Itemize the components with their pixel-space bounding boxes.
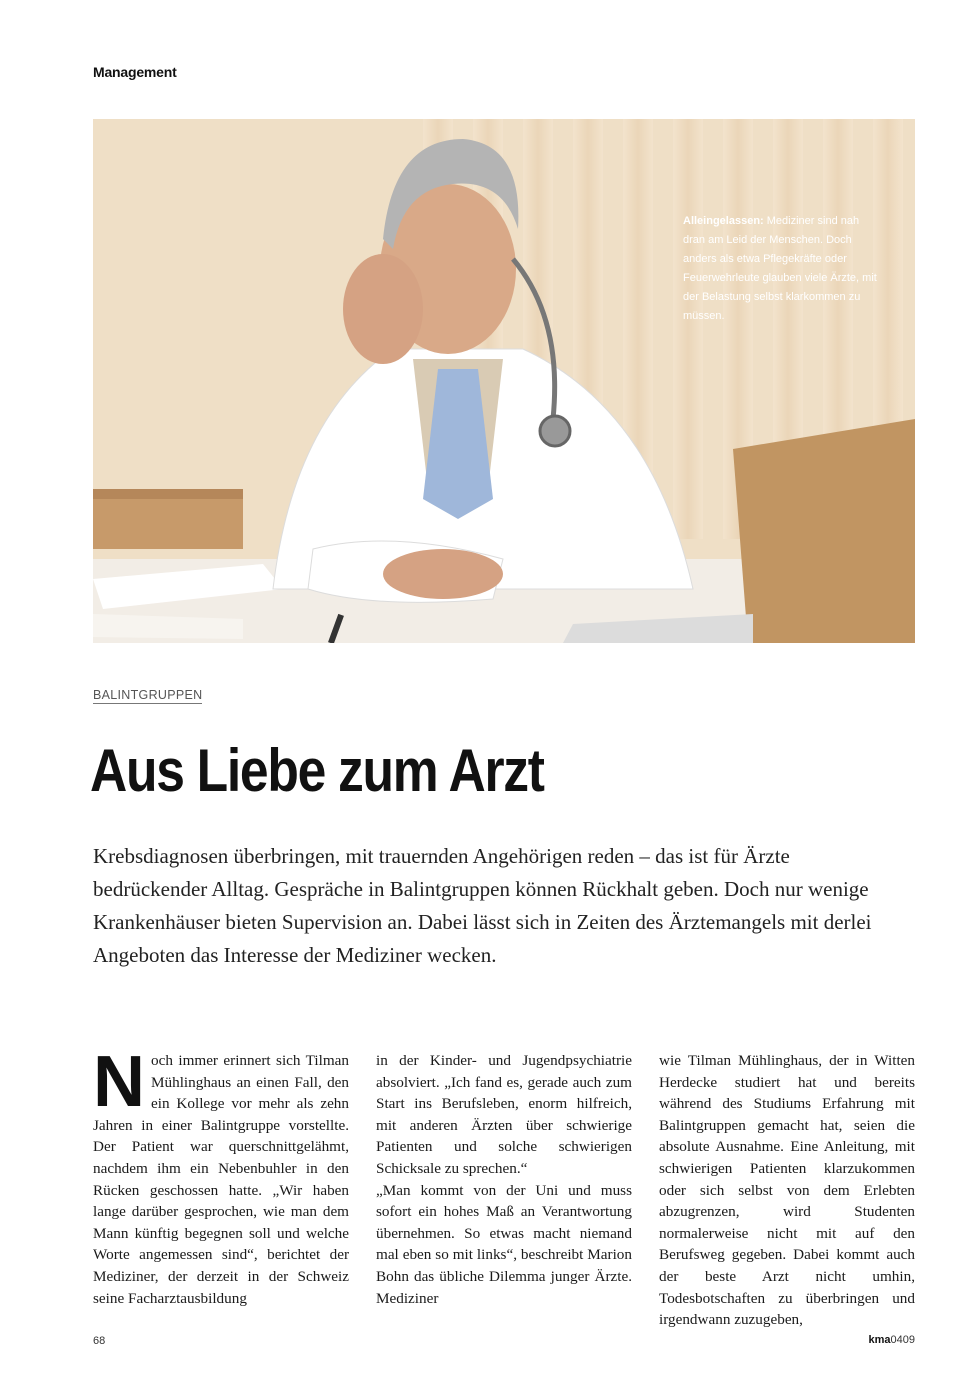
column-2-paragraph-1: in der Kinder- und Jugendpsychiatrie absolviert. „Ich fand es, gerade auch zum Start ins Berufsleben, enorm hilfreich, mit anderen Ärzten über schwierige Patienten und solche schwierigen Schicksale zu sprechen.“ [376,1052,632,1177]
doctor-photo-illustration [93,119,915,643]
section-label: Management [93,64,177,80]
body-column-3 [659,1050,915,1331]
headline: Aus Liebe zum Arzt [90,737,544,804]
magazine-brand [868,1334,915,1346]
kicker: BALINTGRUPPEN [93,688,203,702]
caption-text: Mediziner sind nah dran am Leid der Menschen. Doch anders als etwa Pflegekräfte oder Feuerwehrleute glauben viele Ärzte, mit der Belastung selbst klarkommen zu müssen. [683,215,877,322]
caption-lead: Alleingelassen: [683,215,764,227]
body-column-2 [376,1050,632,1309]
photo-caption [683,212,883,326]
article-photo [93,119,915,643]
column-1-text: och immer erinnert sich Tilman Mühlinghaus an einen Fall, den ein Kollege vor mehr als zehn Jahren in einer Balintgruppe vorstellte. Der Patient war querschnittgelähmt, nachdem ihm ein Nebenbuhler in den Rücken geschossen hatte. „Wir haben lange darüber gesprochen, wie man dem Mann künftig begegnen soll und welche Worte angemessen sind“, berichtet der Mediziner, der derzeit in der Schweiz seine Facharztausbildung [93,1052,349,1307]
dropcap: N [93,1042,145,1122]
intro-paragraph: Krebsdiagnosen überbringen, mit trauernden Angehörigen reden – das ist für Ärzte bedrückender Alltag. Gespräche in Balintgruppen können Rückhalt geben. Doch nur wenige Krankenhäuser bieten Supervision an. Dabei lässt sich in Zeiten des Ärztemangels mit derlei Angeboten das Interesse der Mediziner wecken. [93,844,872,967]
brand-name: kma [868,1334,891,1346]
body-column-1 [93,1042,349,1309]
column-2-paragraph-2: „Man kommt von der Uni und muss sofort ein hohes Maß an Verantwortung übernehmen. So etwas macht niemand mal eben so mit links“, beschreibt Marion Bohn das übliche Dilemma junger Ärzte. Mediziner [376,1181,632,1307]
column-3-text: wie Tilman Mühlinghaus, der in Witten Herdecke studiert hat und bereits während des Studiums Erfahrung mit Balintgruppen gemacht hat, seien die absolute Ausnahme. Eine Anleitung, mit schwierigen Patienten klarzukommen oder sich selbst von dem Erlebten abzugrenzen, wird Studenten normalerweise nicht mit auf den Berufsweg gegeben. Dabei kommt auch der beste Arzt nicht umhin, Todesbotschaften zu überbringen und irgendwann zuzugeben, [659,1052,915,1329]
page-number: 68 [93,1335,106,1347]
issue-number: 0409 [890,1334,915,1346]
